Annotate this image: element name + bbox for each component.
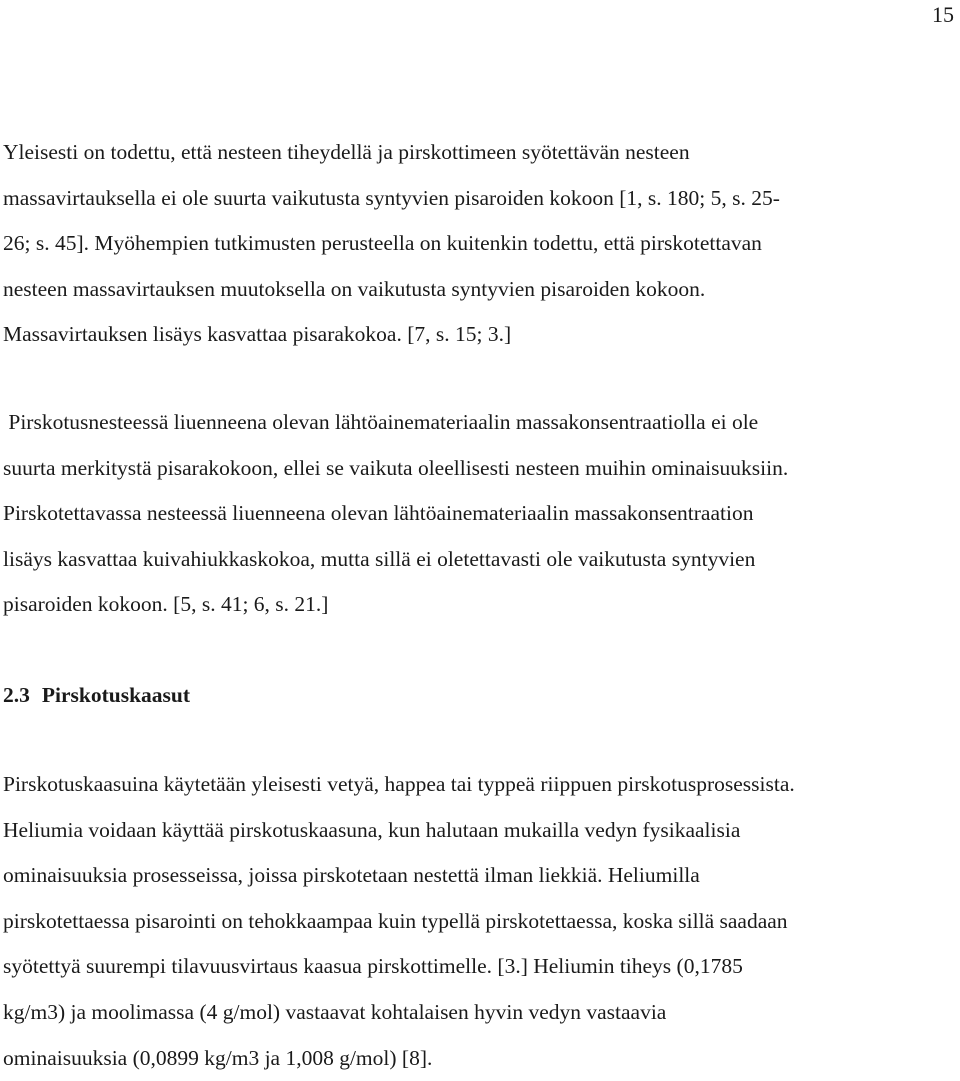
text-line: lisäys kasvattaa kuivahiukkaskokoa, mutta sillä ei oletettavasti ole vaikutusta syntyvien (3, 546, 756, 571)
text-line: pirskotettaessa pisarointi on tehokkaampaa kuin typellä pirskotettaessa, koska sillä saadaan (3, 908, 788, 933)
text-line: Pirskotusnesteessä liuenneena olevan lähtöainemateriaalin massakonsentraatiolla ei ole (3, 410, 759, 434)
text-line: suurta merkitystä pisarakokoon, ellei se vaikuta oleellisesti nesteen muihin ominaisuuksiin. (3, 455, 789, 480)
section-title: Pirskotuskaasut (41, 683, 191, 707)
text-line: pisaroiden kokoon. [5, s. 41; 6, s. 21.] (3, 592, 329, 617)
text-line: kg/m3) ja moolimassa (4 g/mol) vastaavat kohtalaisen hyvin vedyn vastaavia (3, 999, 667, 1024)
section-heading (3, 677, 190, 713)
text-line: ominaisuuksia prosesseissa, joissa pirskotetaan nestettä ilman liekkiä. Heliumilla (3, 863, 700, 888)
text-line: Yleisesti on todettu, että nesteen tiheydellä ja pirskottimeen syötettävän nesteen (3, 140, 690, 164)
text-line: ominaisuuksia (0,0899 kg/m3 ja 1,008 g/mol) [8]. (3, 1045, 433, 1070)
text-line: nesteen massavirtauksen muutoksella on vaikutusta syntyvien pisaroiden kokoon. (3, 276, 706, 301)
paragraph-density-massflow (3, 130, 953, 358)
paragraph-spray-gases (3, 762, 953, 1081)
text-line: massavirtauksella ei ole suurta vaikutusta syntyvien pisaroiden kokoon [1, s. 180; 5, s. 25- (3, 185, 780, 210)
text-line: Massavirtauksen lisäys kasvattaa pisarakokoa. [7, s. 15; 3.] (3, 322, 512, 347)
section-number: 2.3 (3, 683, 30, 707)
text-line: 26; s. 45]. Myöhempien tutkimusten perusteella on kuitenkin todettu, että pirskotettavan (3, 231, 762, 256)
text-line: syötettyä suurempi tilavuusvirtaus kaasua pirskottimelle. [3.] Heliumin tiheys (0,1785 (3, 954, 743, 979)
text-line: Heliumia voidaan käyttää pirskotuskaasuna, kun halutaan mukailla vedyn fysikaalisia (3, 817, 741, 842)
page-number: 15 (932, 2, 954, 27)
text-line: Pirskotettavassa nesteessä liuenneena olevan lähtöainemateriaalin massakonsentraation (3, 501, 754, 526)
text-line: Pirskotuskaasuina käytetään yleisesti vetyä, happea tai typpeä riippuen pirskotusprosessista. (3, 772, 795, 796)
paragraph-mass-concentration (3, 400, 953, 628)
